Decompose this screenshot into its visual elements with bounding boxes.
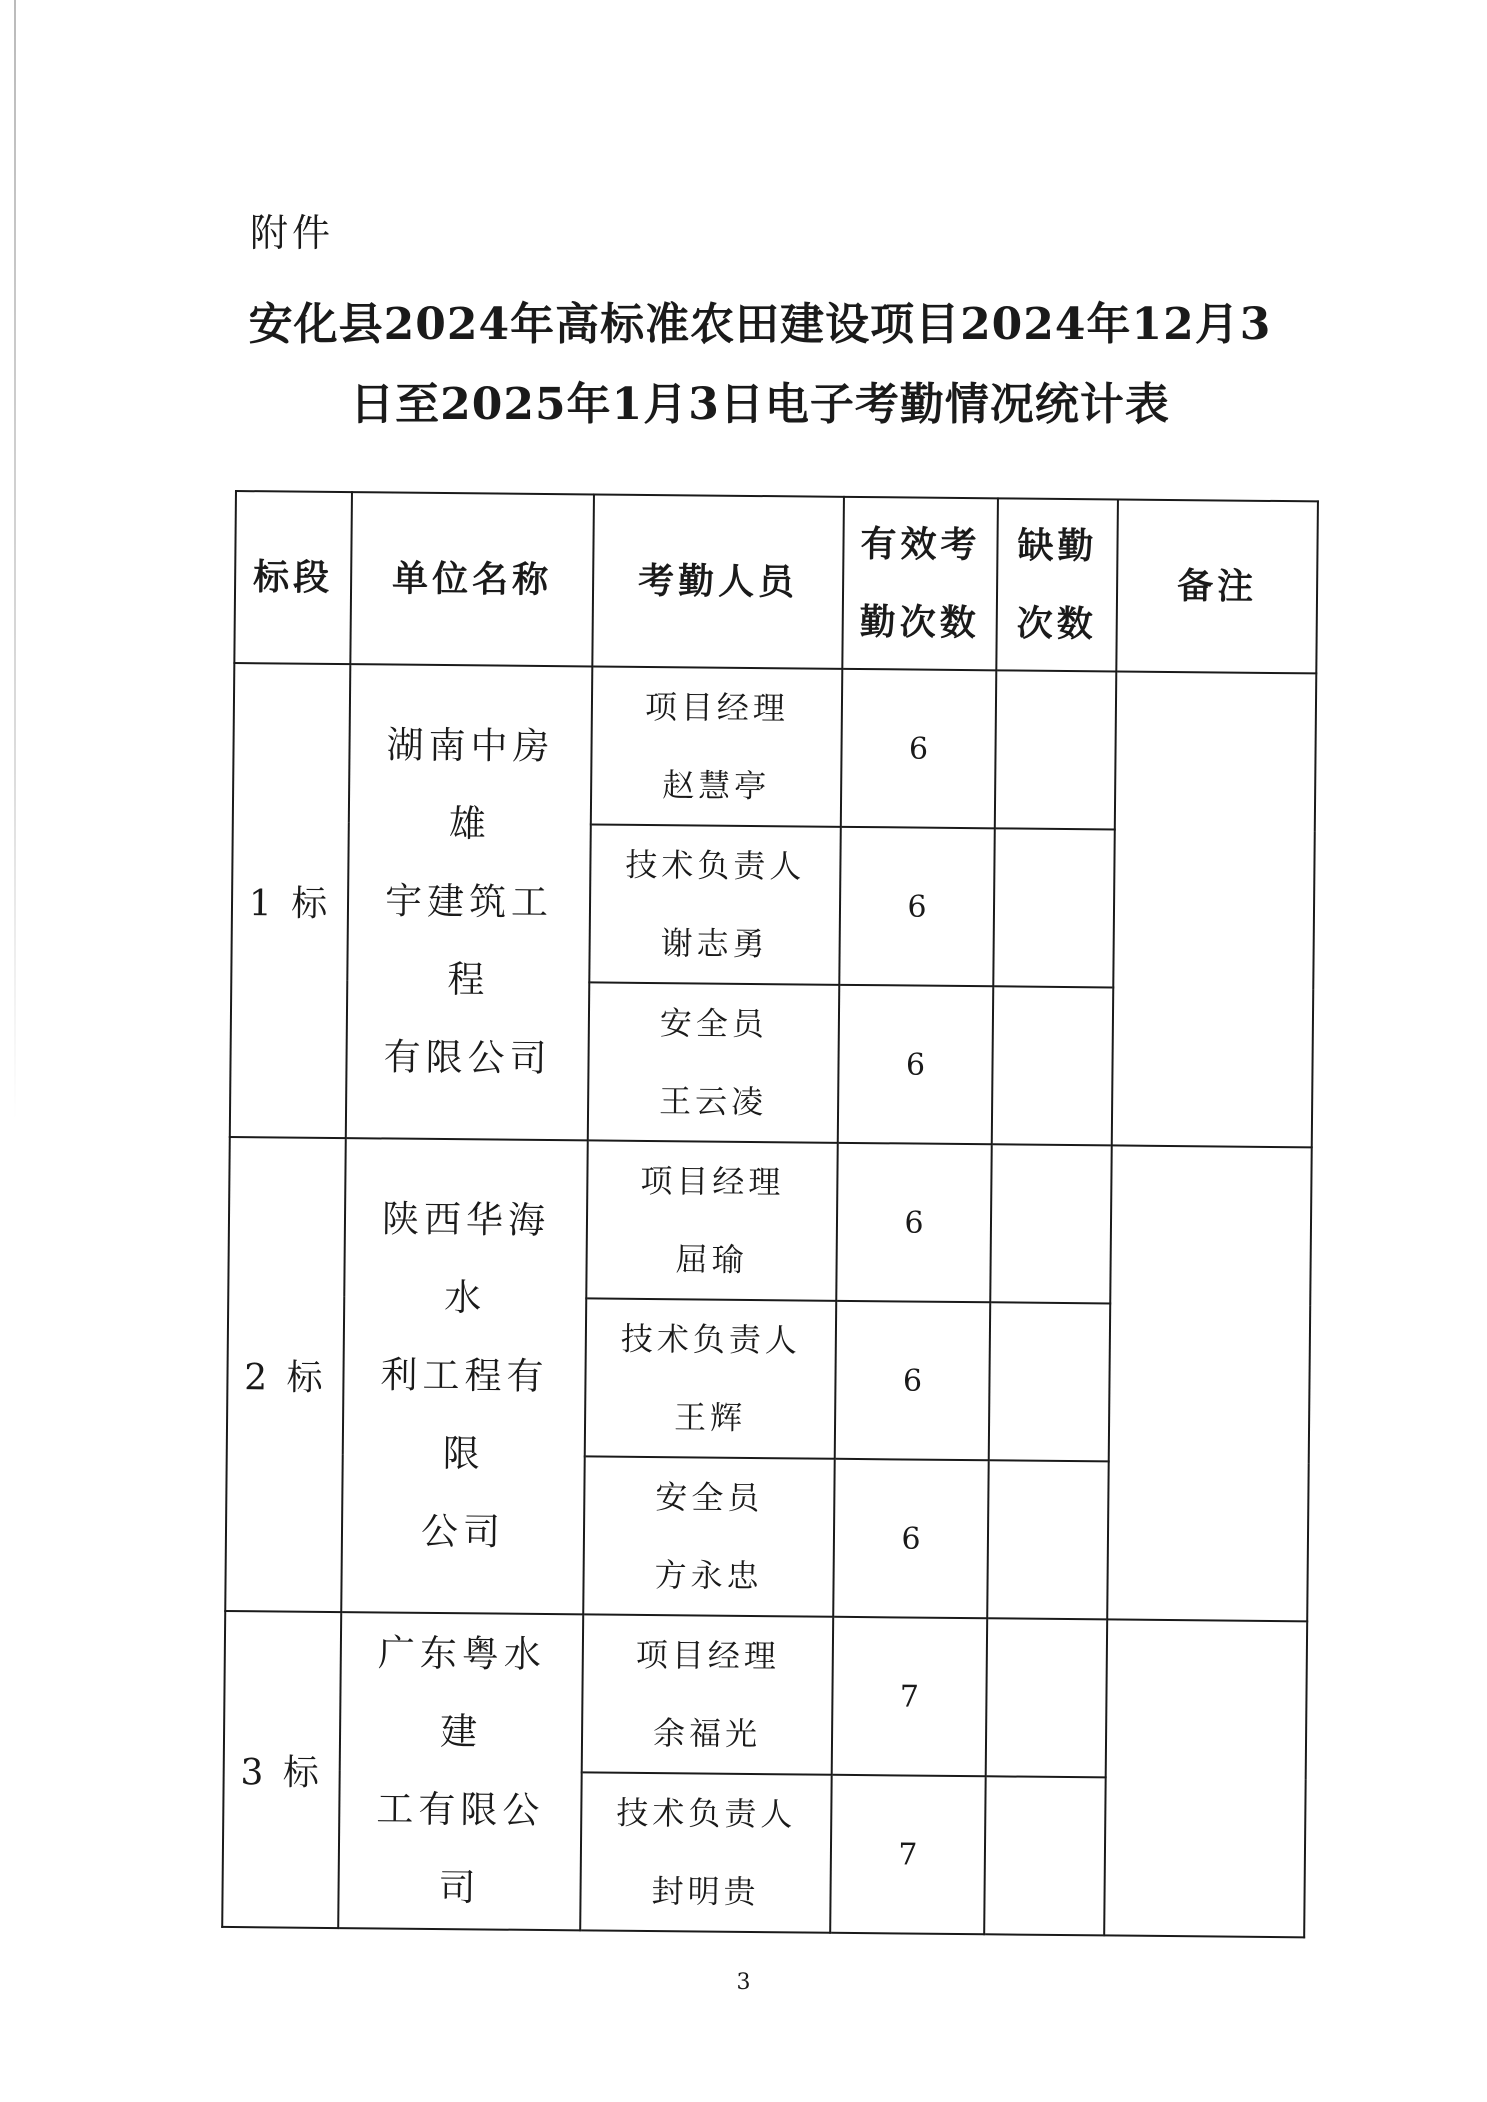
scan-edge-shadow [14, 0, 16, 1120]
header-segment: 标段 [234, 491, 352, 664]
unit-name-line: 湖南中房雄 [386, 723, 555, 846]
table-header-row [234, 491, 1318, 673]
remarks-cell [1107, 1145, 1312, 1621]
valid-count-cell: 7 [832, 1617, 988, 1776]
table-row [224, 1611, 1307, 1779]
personnel-cell [585, 1298, 837, 1458]
header-valid-count-line-1: 有效考 [860, 523, 981, 567]
absent-count-cell [986, 1618, 1108, 1777]
valid-count-cell: 7 [830, 1775, 986, 1934]
absent-count-cell [993, 828, 1115, 987]
unit-name-line: 利工程有限 [380, 1353, 549, 1476]
unit-name-line: 工有限公司 [376, 1787, 545, 1910]
unit-name-line: 广东粤水建 [377, 1631, 547, 1754]
valid-count-cell: 6 [833, 1459, 989, 1618]
absent-count-cell [990, 1144, 1112, 1303]
personnel-name: 赵慧亭 [661, 766, 771, 806]
segment-cell: 1 标 [230, 663, 351, 1138]
personnel-cell [589, 824, 841, 984]
document-title-line-1: 安化县2024年高标准农田建设项目2024年12月3 [248, 299, 1272, 350]
header-personnel: 考勤人员 [592, 494, 844, 668]
attachment-label: 附件 [250, 211, 335, 255]
personnel-name: 屈瑜 [675, 1240, 748, 1279]
header-valid-count-line-2: 勤次数 [859, 601, 980, 645]
table-row [228, 1137, 1311, 1305]
remarks-cell [1112, 671, 1317, 1147]
absent-count-cell [992, 986, 1114, 1145]
personnel-cell [591, 666, 843, 826]
document-title-line-2: 日至2025年1月3日电子考勤情况统计表 [350, 379, 1170, 430]
personnel-role: 项目经理 [640, 1161, 785, 1202]
unit-name-line: 有限公司 [383, 1035, 552, 1081]
unit-name-cell [346, 664, 593, 1140]
personnel-role: 项目经理 [644, 687, 790, 728]
header-absent-count-line-1: 缺勤 [1017, 524, 1098, 568]
unit-name-line: 陕西华海水 [381, 1197, 551, 1320]
personnel-name: 方永忠 [654, 1556, 763, 1596]
remarks-cell [1104, 1619, 1307, 1937]
personnel-cell [583, 1456, 835, 1616]
absent-count-cell [987, 1460, 1109, 1619]
valid-count-cell: 6 [841, 669, 997, 828]
segment-cell: 3 标 [222, 1611, 341, 1928]
absent-count-cell [995, 670, 1117, 829]
attendance-table [221, 490, 1319, 1938]
personnel-cell [580, 1772, 832, 1932]
personnel-name: 余福光 [652, 1714, 762, 1754]
personnel-cell [588, 982, 840, 1142]
unit-name-cell [338, 1612, 583, 1930]
personnel-cell [582, 1614, 834, 1774]
table-row [233, 663, 1316, 831]
header-valid-count [842, 497, 998, 670]
personnel-role: 项目经理 [635, 1635, 781, 1676]
personnel-role: 技术负责人 [625, 845, 806, 886]
absent-count-cell [989, 1302, 1111, 1461]
valid-count-cell: 6 [836, 1143, 992, 1302]
personnel-name: 王辉 [673, 1398, 747, 1437]
personnel-name: 谢志勇 [660, 924, 769, 964]
header-unit-name: 单位名称 [350, 492, 594, 666]
header-absent-count-line-2: 次数 [1016, 602, 1097, 646]
valid-count-cell: 6 [838, 985, 994, 1144]
page-number: 3 [736, 1970, 751, 1995]
personnel-role: 技术负责人 [616, 1793, 797, 1834]
header-absent-count [996, 498, 1118, 671]
valid-count-cell: 6 [839, 827, 995, 986]
segment-cell: 2 标 [225, 1137, 346, 1612]
personnel-cell [586, 1140, 838, 1300]
absent-count-cell [984, 1776, 1106, 1935]
unit-name-line: 宇建筑工程 [384, 879, 554, 1002]
personnel-name: 王云凌 [658, 1082, 768, 1122]
personnel-role: 安全员 [655, 1478, 764, 1518]
personnel-role: 技术负责人 [620, 1319, 802, 1360]
valid-count-cell: 6 [835, 1301, 991, 1460]
unit-name-line: 公司 [420, 1509, 506, 1554]
personnel-role: 安全员 [659, 1004, 769, 1044]
unit-name-cell [341, 1138, 588, 1614]
personnel-name: 封明贵 [651, 1872, 760, 1912]
header-remarks: 备注 [1116, 499, 1318, 673]
